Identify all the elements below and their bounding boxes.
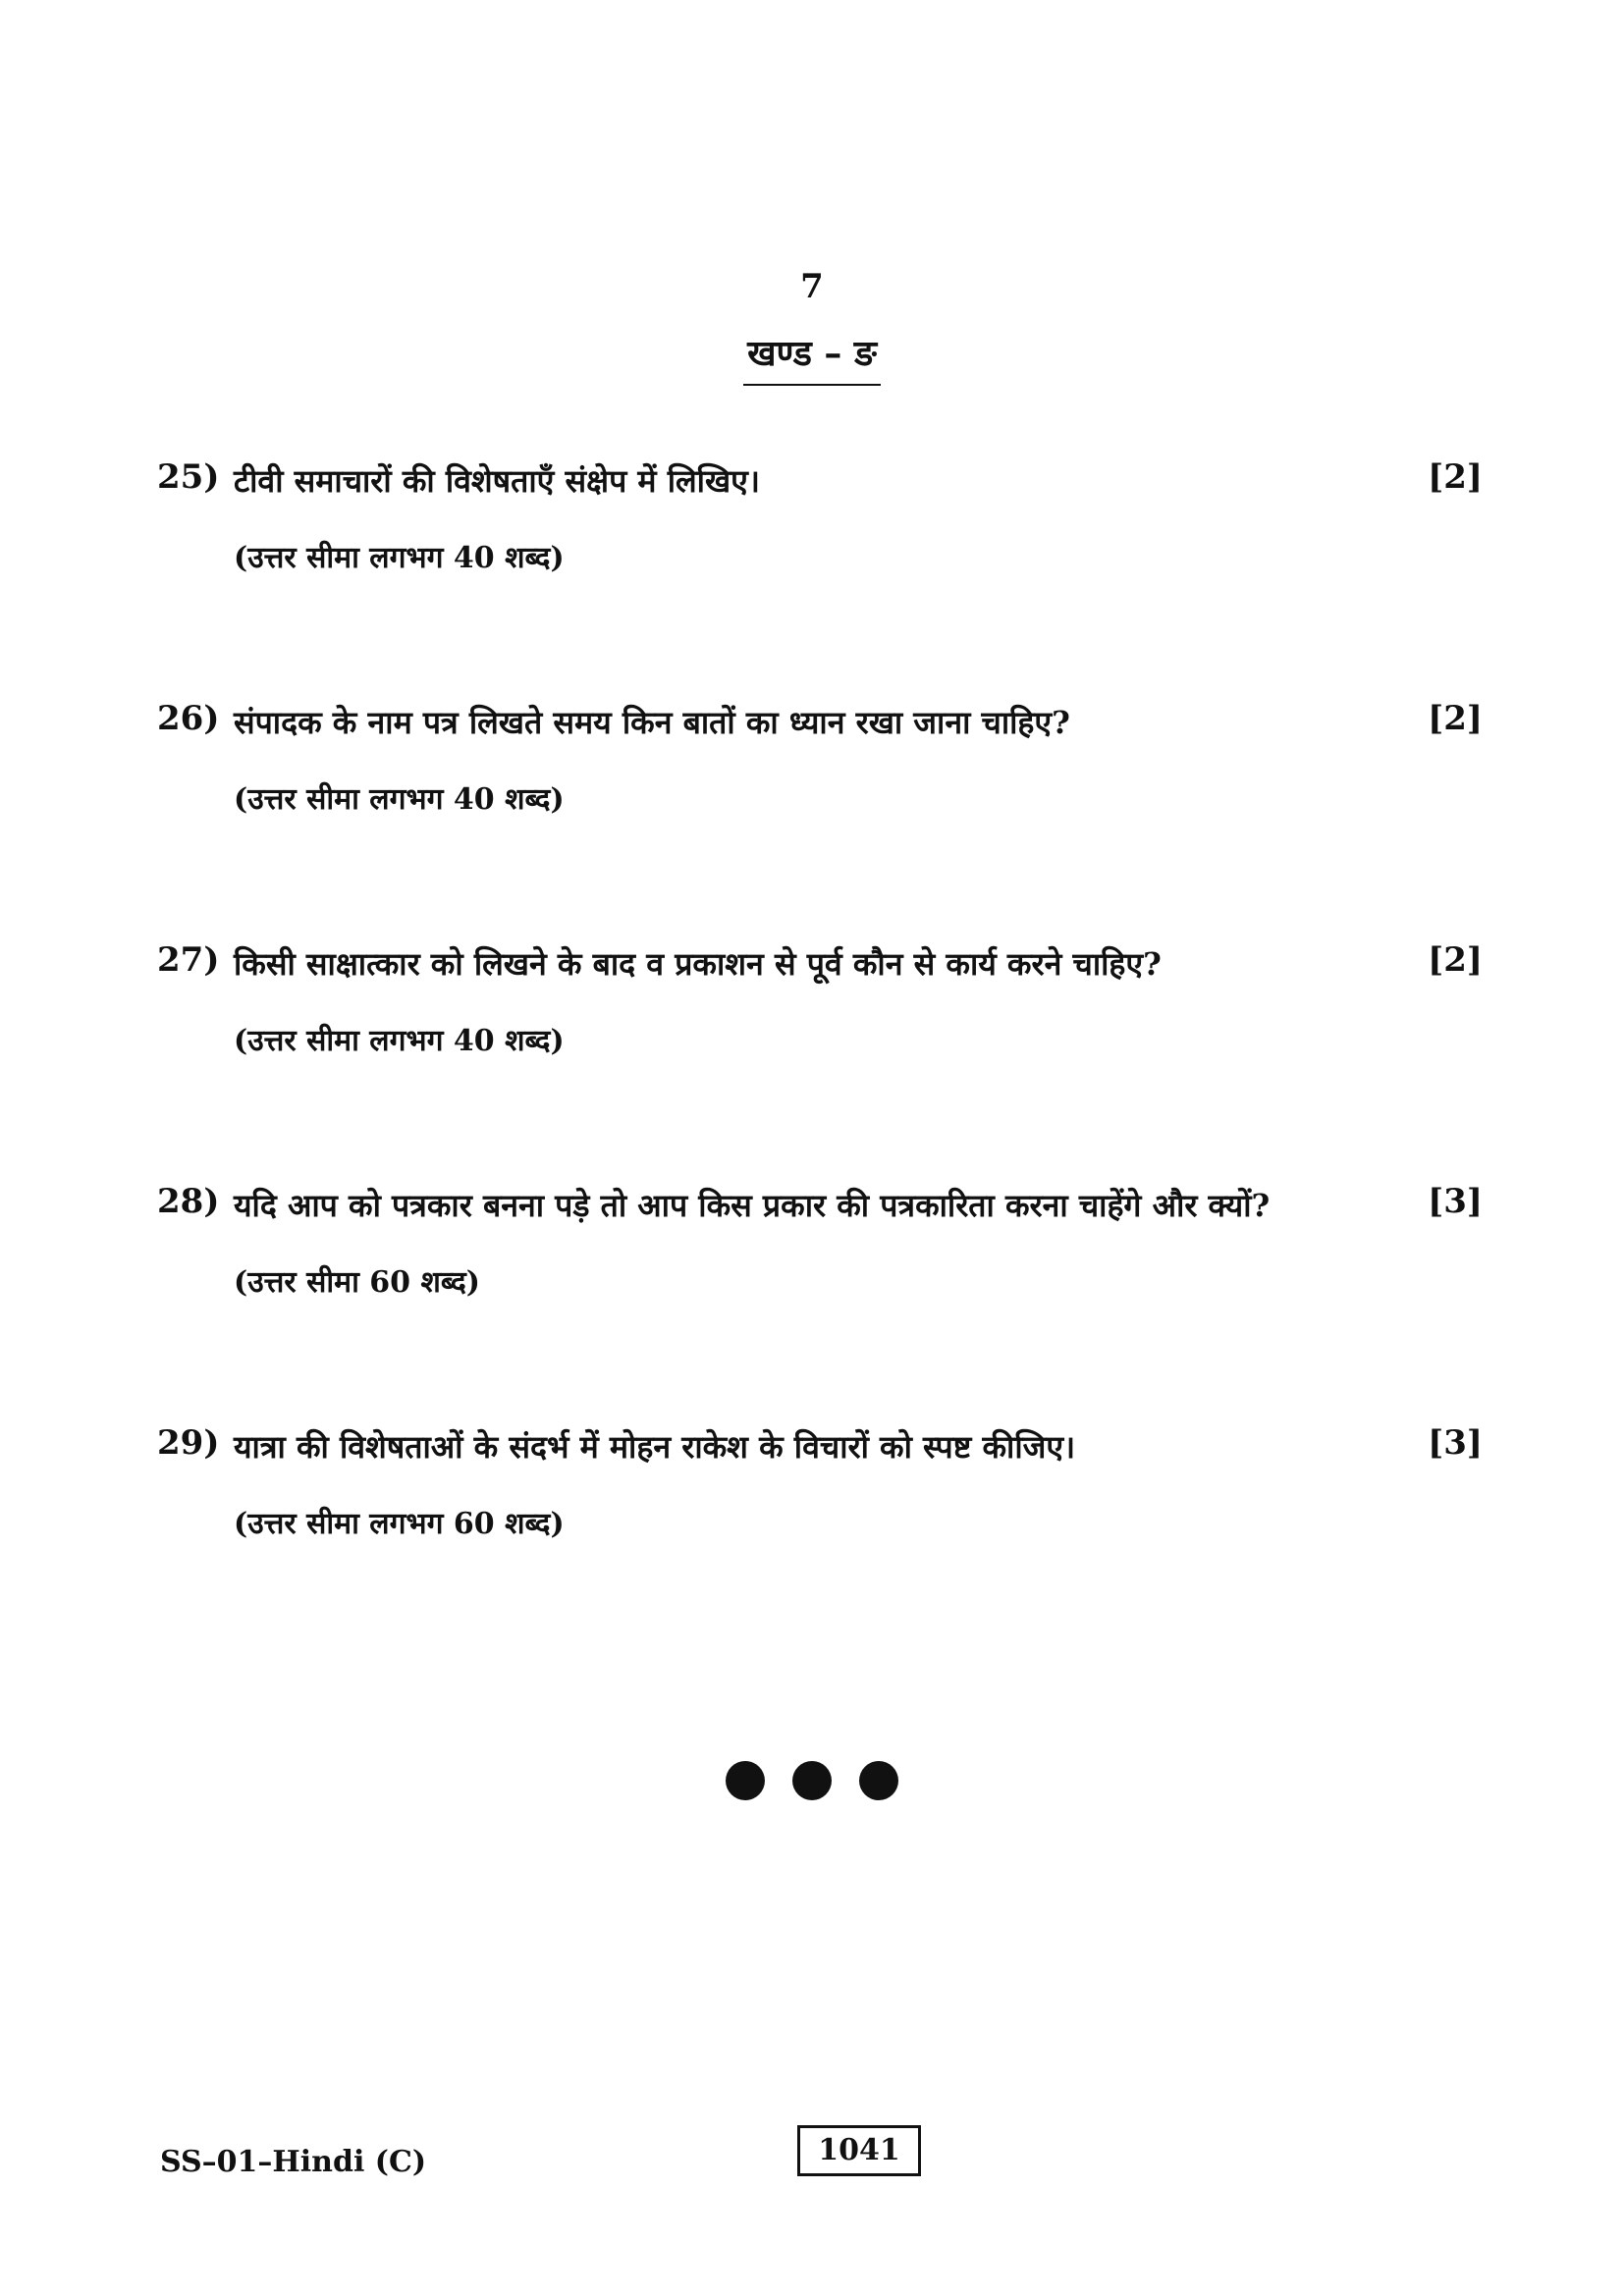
question-line [157, 699, 1483, 748]
question-28 [157, 1182, 1483, 1300]
question-number: 25) [157, 457, 220, 497]
question-marks: [2] [1428, 940, 1483, 980]
section-title [0, 328, 1624, 386]
answer-limit: (उत्तर सीमा 60 शब्द) [234, 1265, 480, 1300]
dot-icon [792, 1761, 832, 1800]
section-title-text: खण्ड – ङ [743, 328, 881, 386]
paper-code: SS–01–Hindi (C) [160, 2145, 427, 2179]
question-text: संपादक के नाम पत्र लिखते समय किन बातों का ध्यान रखा जाना चाहिए? [234, 704, 1070, 741]
answer-limit: (उत्तर सीमा लगभग 40 शब्द) [234, 541, 565, 575]
dot-icon [859, 1761, 898, 1800]
dot-icon [726, 1761, 765, 1800]
answer-limit: (उत्तर सीमा लगभग 40 शब्द) [234, 1024, 565, 1058]
question-text: टीवी समाचारों की विशेषताएँ संक्षेप में लिखिए। [234, 462, 760, 500]
question-marks: [2] [1428, 699, 1483, 738]
question-marks: [3] [1428, 1423, 1483, 1463]
question-marks: [3] [1428, 1182, 1483, 1221]
question-text: किसी साक्षात्कार को लिखने के बाद व प्रकाशन से पूर्व कौन से कार्य करने चाहिए? [234, 945, 1162, 983]
end-of-paper-dots [0, 1761, 1624, 1800]
page-number: 7 [800, 267, 824, 306]
question-line [157, 457, 1483, 507]
question-29 [157, 1423, 1483, 1541]
question-number: 28) [157, 1182, 220, 1221]
page-code-box: 1041 [797, 2125, 921, 2176]
question-27 [157, 940, 1483, 1058]
question-25 [157, 457, 1483, 575]
question-number: 29) [157, 1423, 220, 1463]
question-text: यदि आप को पत्रकार बनना पड़े तो आप किस प्रकार की पत्रकारिता करना चाहेंगे और क्यों? [234, 1187, 1271, 1224]
question-number: 26) [157, 699, 220, 738]
question-line [157, 1423, 1483, 1472]
question-line [157, 940, 1483, 989]
question-26 [157, 699, 1483, 817]
question-number: 27) [157, 940, 220, 980]
question-line [157, 1182, 1483, 1231]
question-text: यात्रा की विशेषताओं के संदर्भ में मोहन राकेश के विचारों को स्पष्ट कीजिए। [234, 1428, 1076, 1466]
question-marks: [2] [1428, 457, 1483, 497]
answer-limit: (उत्तर सीमा लगभग 60 शब्द) [234, 1507, 565, 1541]
answer-limit: (उत्तर सीमा लगभग 40 शब्द) [234, 782, 565, 817]
